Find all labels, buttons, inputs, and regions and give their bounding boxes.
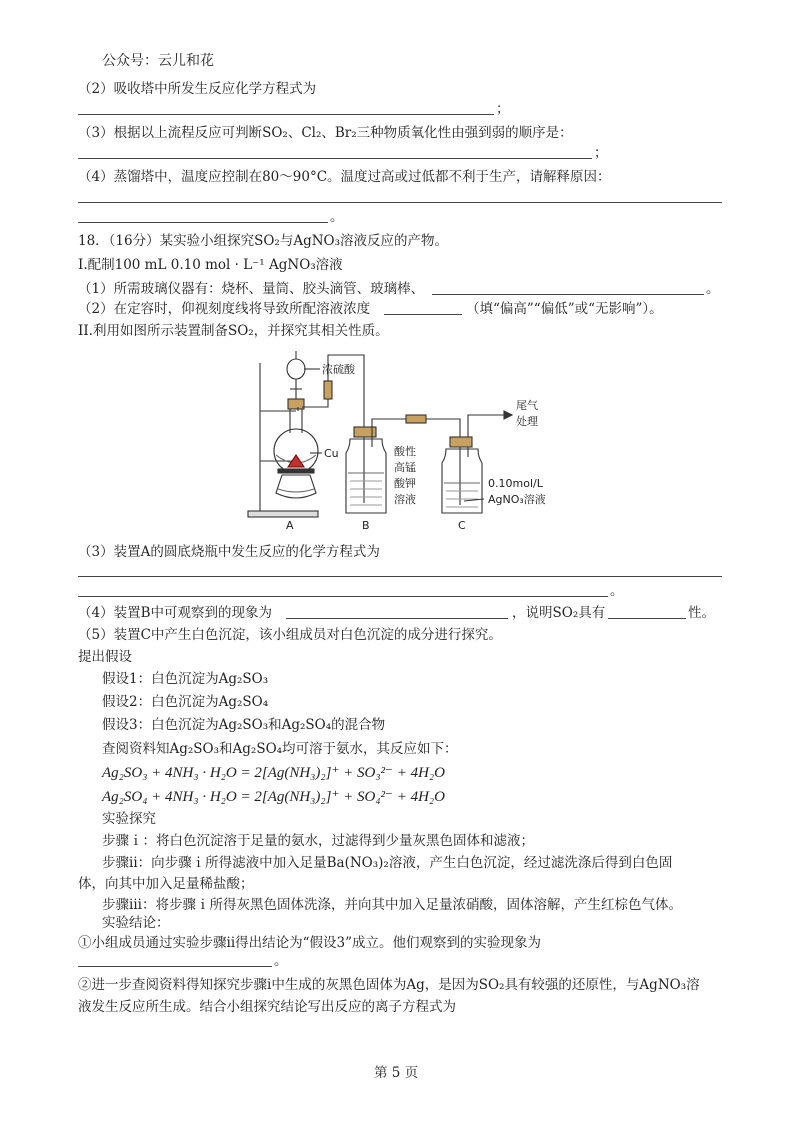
bottle-b [346, 439, 386, 513]
label-tail-2: 处理 [516, 415, 538, 428]
answer-line [286, 618, 508, 619]
q18-4-end: 性。 [688, 605, 715, 621]
q17-3-prompt: （3）根据以上流程反应可判断SO₂、Cl₂、Br₂三种物质氧化性由强到弱的顺序是： [78, 125, 573, 141]
q18-3-end: 。 [610, 583, 624, 599]
equation-2: Ag₂SO₄ + 4NH₃ · H₂O = 2[Ag(NH₃)₂]⁺ + SO₄²⁻ + 4H₂O [102, 789, 445, 805]
q18-1-end: 。 [706, 281, 720, 297]
tail-gas-tube [468, 415, 504, 437]
q17-4-prompt: （4）蒸馏塔中，温度应控制在80～90°C。温度过高或过低都不利于生产，请解释原因： [78, 169, 611, 185]
reference-text: 查阅资料知Ag₂SO₃和Ag₂SO₄均可溶于氨水，其反应如下： [102, 741, 458, 757]
label-c: C [458, 519, 466, 532]
q18-title: 18．（16分）某实验小组探究SO₂与AgNO₃溶液反应的产物。 [78, 233, 449, 249]
bottle-c [442, 449, 482, 513]
label-kmno4-3: 酸钾 [394, 477, 416, 490]
label-kmno4-1: 酸性 [394, 445, 416, 458]
hypothesis-title: 提出假设 [78, 649, 132, 665]
answer-line [78, 222, 328, 223]
page-footer: 第 5 页 [374, 1065, 419, 1081]
label-b: B [362, 519, 370, 532]
experiment-title: 实验探究 [102, 811, 156, 827]
stand-base [248, 511, 318, 517]
q17-2-end: ； [496, 101, 510, 117]
stopper [288, 399, 304, 409]
answer-line [384, 314, 462, 315]
q18-1-prompt: （1）所需玻璃仪器有：烧杯、量筒、胶头滴管、玻璃棒、 [78, 281, 425, 297]
answer-line [78, 966, 272, 967]
apparatus-figure [238, 343, 568, 533]
q18-4-prompt: （4）装置B中可观察到的现象为 [78, 605, 273, 621]
hypothesis-1: 假设1：白色沉淀为Ag₂SO₃ [102, 671, 269, 687]
answer-line [78, 202, 722, 203]
q18-part-ii: II.利用如图所示装置制备SO₂，并探究其相关性质。 [78, 323, 389, 339]
label-agno3-1: 0.10mol/L [488, 477, 543, 490]
page-header: 公众号：云儿和花 [102, 53, 214, 69]
hypothesis-3: 假设3：白色沉淀为Ag₂SO₃和Ag₂SO₄的混合物 [102, 717, 386, 733]
alcohol-lamp [276, 475, 316, 498]
q17-3-end: ； [594, 145, 608, 161]
q18-2-options: （填“偏高”“偏低”或“无影响”）。 [466, 301, 663, 317]
conclusion-2-line-2: 液发生反应所生成。结合小组探究结论写出反应的离子方程式为 [78, 999, 456, 1015]
q17-4-end: 。 [330, 209, 344, 225]
step-3: 步骤ⅲ：将步骤ｉ所得灰黑色固体洗涤，并向其中加入足量浓硝酸，固体溶解，产生红棕色气体。 [102, 897, 682, 913]
conclusion-2-line-1: ②进一步查阅资料得知探究步骤i中生成的灰黑色固体为Ag，是因为SO₂具有较强的还原性，与AgNO₃溶 [78, 977, 700, 993]
q18-4-middle: ，说明SO₂具有 [512, 605, 606, 621]
arrow-icon [504, 411, 512, 419]
answer-line [78, 576, 722, 577]
conclusion-1-end: 。 [274, 953, 288, 969]
label-agno3-2: AgNO₃溶液 [488, 493, 546, 506]
label-kmno4-2: 高锰 [394, 461, 416, 474]
label-conc-acid: 浓硫酸 [322, 363, 355, 376]
answer-line [608, 618, 686, 619]
hypothesis-2: 假设2：白色沉淀为Ag₂SO₄ [102, 694, 269, 710]
step-2-line-2: 体，向其中加入足量稀盐酸； [78, 876, 254, 892]
conclusion-1: ①小组成员通过实验步骤ⅱ得出结论为“假设3”成立。他们观察到的实验现象为 [78, 935, 542, 951]
conclusion-title: 实验结论： [102, 915, 170, 931]
q18-5-prompt: （5）装置C中产生白色沉淀，该小组成员对白色沉淀的成分进行探究。 [78, 627, 502, 643]
label-cu: Cu [324, 447, 339, 460]
answer-line [78, 158, 592, 159]
answer-line [78, 114, 494, 115]
answer-line [432, 294, 704, 295]
q17-2-prompt: （2）吸收塔中所发生反应化学方程式为 [78, 81, 317, 97]
q18-3-prompt: （3）装置A的圆底烧瓶中发生反应的化学方程式为 [78, 544, 380, 560]
step-1: 步骤ｉ：将白色沉淀溶于足量的氨水，过滤得到少量灰黑色固体和滤液； [102, 833, 534, 849]
label-tail-1: 尾气 [516, 399, 538, 412]
label-a: A [286, 519, 294, 532]
step-2-line-1: 步骤ⅱ：向步骤ｉ所得滤液中加入足量Ba(NO₃)₂溶液，产生白色沉淀，经过滤洗涤后得到白色固 [102, 855, 673, 871]
equation-1: Ag₂SO₃ + 4NH₃ · H₂O = 2[Ag(NH₃)₂]⁺ + SO₃²⁻ + 4H₂O [102, 765, 445, 781]
label-kmno4-4: 溶液 [394, 493, 416, 506]
dropping-funnel [287, 359, 305, 379]
q18-2-prompt: （2）在定容时，仰视刻度线将导致所配溶液浓度 [78, 301, 371, 317]
q18-part-i: I.配制100 mL 0.10 mol · L⁻¹ AgNO₃溶液 [78, 257, 343, 273]
answer-line [78, 596, 608, 597]
